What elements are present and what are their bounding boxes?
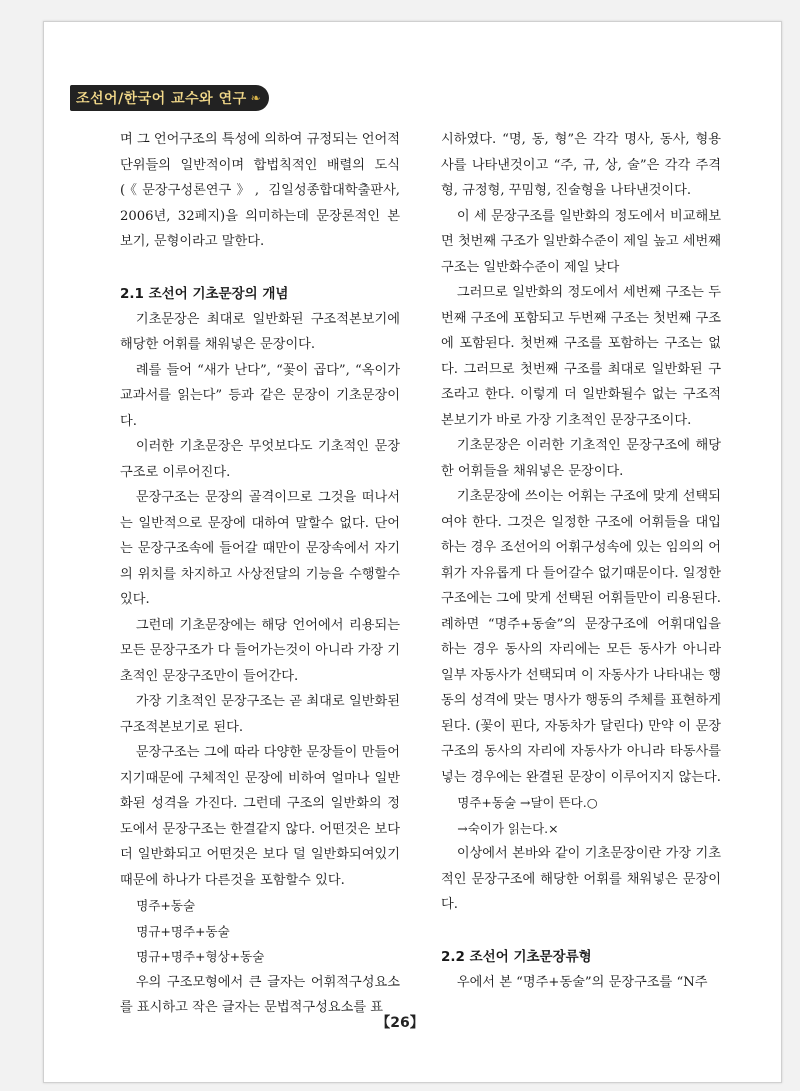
paragraph: 며 그 언어구조의 특성에 의하여 규정되는 언어적단위들의 일반적이며 합법칙적인 배렬의 도식(《문장구성론연구》, 김일성종합대학출판사, 2006년, 32페지)을 의미하는데 문장론적인 본보기, 문형이라고 말한다.: [120, 132, 400, 249]
paragraph: 이 세 문장구조를 일반화의 정도에서 비교해보면 첫번째 구조가 일반화수준이 제일 높고 세번째 구조는 일반화수준이 제일 낮다: [441, 208, 721, 275]
spacer: [441, 918, 721, 944]
paragraph: 이상에서 본바와 같이 기초문장이란 가장 기초적인 문장구조에 해당한 어휘를 채워넣은 문장이다.: [441, 846, 721, 912]
flourish-icon: ❧: [250, 91, 262, 105]
paragraph: 가장 기초적인 문장구조는 곧 최대로 일반화된 구조적본보기로 된다.: [120, 694, 400, 735]
paragraph: 기초문장은 이러한 기초적인 문장구조에 해당한 어휘들을 채워넣은 문장이다.: [441, 438, 721, 479]
spacer: [120, 255, 400, 281]
running-header: [70, 85, 269, 111]
paragraph: 그러므로 일반화의 정도에서 세번째 구조는 두번째 구조에 포함되고 두번째 구조는 첫번째 구조에 포함된다. 첫번째 구조를 포함하는 구조는 없다. 그러므로 첫번째 구조를 최대로 일반화된 구조라고 한다. 이렇게 더 일반화될수 없는 구조적본보기가 바로 가장 기초적인 문장구조이다.: [441, 285, 721, 428]
structure-formula: 명규+명주+형상+동술: [136, 949, 265, 964]
right-column: [441, 127, 721, 995]
paragraph: 우의 구조모형에서 큰 글자는 어휘적구성요소를 표시하고 작은 글자는 문법적구성요소를 표: [120, 974, 400, 1015]
example-sentence: 명주+동술 →달이 뜬다.○: [457, 795, 598, 810]
section-heading-2-1: 2.1 조선어 기초문장의 개념: [120, 285, 289, 302]
paragraph: 문장구조는 그에 따라 다양한 문장들이 만들어지기때문에 구체적인 문장에 비하여 얼마나 일반화된 성격을 가진다. 그런데 구조의 일반화의 정도에서 문장구조는 한결같지 않다. 어떤것은 보다 더 일반화되고 어떤것은 보다 덜 일반화되여있기때문에 하나가 다른것을 포함할수 있다.: [120, 745, 400, 888]
example-sentence: →숙이가 읽는다.×: [457, 820, 559, 836]
page-number: 【26】: [376, 1015, 424, 1031]
paragraph: 시하였다. “명, 동, 형”은 각각 명사, 동사, 형용사를 나타낸것이고 “주, 규, 상, 술”은 각각 주격형, 규정형, 꾸밈형, 진술형을 나타낸것이다.: [441, 132, 721, 198]
left-column: [120, 127, 400, 1021]
paragraph: 기초문장은 최대로 일반화된 구조적본보기에 해당한 어휘를 채워넣은 문장이다.: [120, 311, 400, 352]
paragraph: 기초문장에 쓰이는 어휘는 구조에 맞게 선택되여야 한다. 그것은 일정한 구조에 어휘들을 대입하는 경우 조선어의 어휘구성속에 있는 임의의 어휘가 자유롭게 다 들어갈수 없기때문이다. 일정한 구조에는 그에 맞게 선택된 어휘들만이 리용된다. 례하면 “명주+동술”의 문장구조에 어휘대입을 하는 경우 동사의 자리에는 모든 동사가 아니라 일부 자동사가 선택되며 이 자동사가 나타내는 행동의 성격에 맞는 명사가 행동의 주체를 표현하게 된다. (꽃이 핀다, 자동차가 달린다) 만약 이 문장구조의 동사의 자리에 자동사가 아니라 타동사를 넣는 경우에는 완결된 문장이 이루어지지 않는다.: [441, 489, 721, 785]
paragraph: 그런데 기초문장에는 해당 언어에서 리용되는 모든 문장구조가 다 들어가는것이 아니라 가장 기초적인 문장구조만이 들어간다.: [120, 617, 400, 684]
paragraph: 문장구조는 문장의 골격이므로 그것을 떠나서는 일반적으로 문장에 대하여 말할수 없다. 단어는 문장구조속에 들어갈 때만이 문장속에서 자기의 위치를 차지하고 사상전달의 기능을 수행할수 있다.: [120, 490, 400, 607]
structure-formula: 명규+명주+동술: [136, 923, 230, 939]
header-title-badge: [70, 85, 269, 111]
structure-formula: 명주+동술: [136, 898, 196, 913]
paragraph: 이러한 기초문장은 무엇보다도 기초적인 문장구조로 이루어진다.: [120, 439, 400, 480]
paragraph: 우에서 본 “명주+동술”의 문장구조를 “N주: [456, 974, 708, 990]
paragraph: 례를 들어 “새가 난다”, “꽃이 곱다”, “옥이가 교과서를 읽는다” 등과 같은 문장이 기초문장이다.: [120, 362, 400, 429]
section-heading-2-2: 2.2 조선어 기초문장류형: [441, 948, 592, 965]
header-title: 조선어/한국어 교수와 연구: [76, 91, 247, 107]
